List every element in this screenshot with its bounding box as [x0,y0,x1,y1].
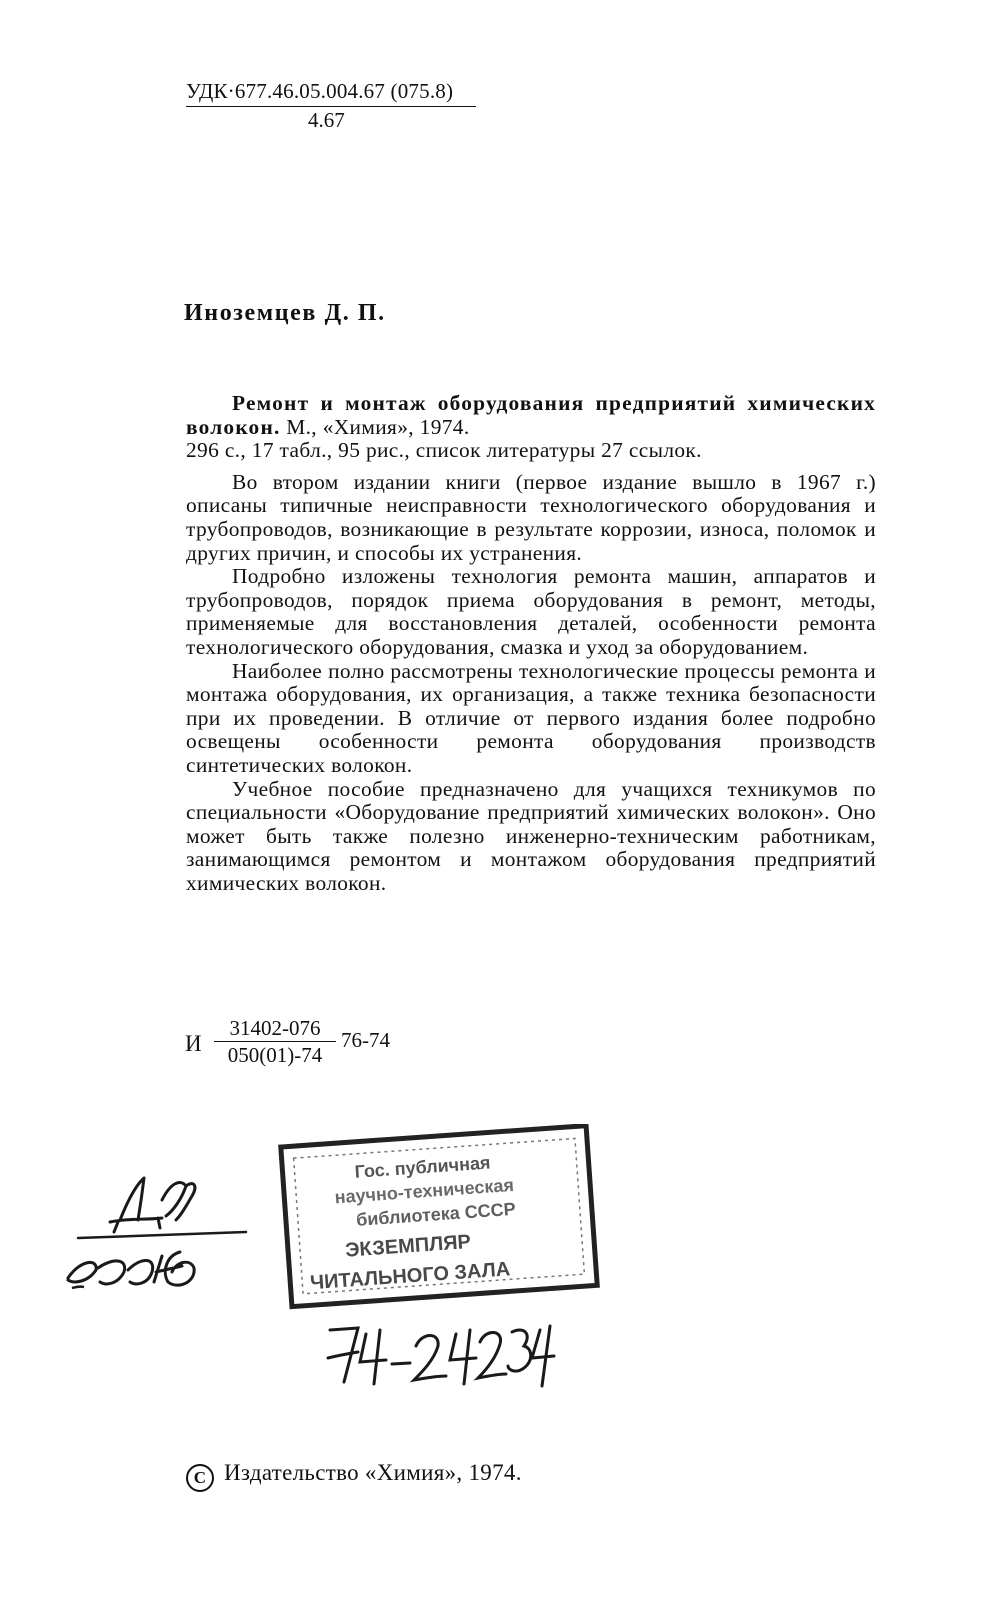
svg-text:научно-техническая: научно-техническая [333,1174,515,1208]
udk-block [186,78,476,133]
annotation-paragraph: Подробно изложены технология ремонта машин, аппаратов и трубопроводов, порядок приема оборудования в ремонт, методы, применяемые для восстановления деталей, особенности ремонта технологического оборудования, смазка и уход за оборудованием. [186,564,876,659]
code-fraction [214,1016,336,1068]
book-title: Ремонт и монтаж оборудования предприятий химических волокон. [186,391,876,439]
udk-index: 4.67 [308,108,345,132]
book-stats: 296 с., 17 табл., 95 рис., список литературы 27 ссылок. [186,438,702,463]
code-letter: И [185,1031,202,1056]
code-numerator: 31402-076 [214,1016,336,1042]
author-name: Иноземцев Д. П. [184,300,386,326]
bibliographic-description [186,392,876,895]
annotation-paragraph: Наиболее полно рассмотрены технологические процессы ремонта и монтажа оборудования, их организация, а также техника безопасности при их проведении. В отличие от первого издания более подробно освещены особенности ремонта оборудования производств синтетических волокон. [186,658,876,777]
code-denominator: 050(01)-74 [227,1043,323,1067]
handwritten-inventory-number [318,1300,558,1400]
handwritten-shelf-mark [58,1160,258,1300]
udk-code: УДК·677.46.05.004.67 (075.8) [186,78,476,107]
annotation-paragraph: Учебное пособие предназначено для учащихся техникумов по специальности «Оборудование предприятий химических волокон». Оно может быть также полезно инженерно-техническим работникам, занимающимся ремонтом и монтажом оборудования предприятий химических волокон. [186,776,876,895]
svg-text:Гос. публичная: Гос. публичная [354,1152,492,1182]
copyright-line [186,1460,522,1492]
copyright-icon: C [186,1464,214,1492]
svg-text:ЧИТАЛЬНОГО ЗАЛА: ЧИТАЛЬНОГО ЗАЛА [309,1258,511,1295]
pricing-code [185,1016,485,1076]
library-stamp [276,1124,606,1314]
svg-text:ЭКЗЕМПЛЯР: ЭКЗЕМПЛЯР [344,1231,472,1262]
copyright-text: Издательство «Химия», 1974. [224,1460,522,1485]
book-imprint: М., «Химия», 1974. [280,414,470,439]
annotation-paragraph: Во втором издании книги (первое издание вышло в 1967 г.) описаны типичные неисправности технологического оборудования и трубопроводов, возникающие в результате коррозии, износа, поломок и других причин, и способы их устранения. [186,469,876,565]
code-suffix: 76-74 [341,1028,390,1052]
svg-text:библиотека СССР: библиотека СССР [355,1198,517,1230]
book-title-line [186,392,876,439]
